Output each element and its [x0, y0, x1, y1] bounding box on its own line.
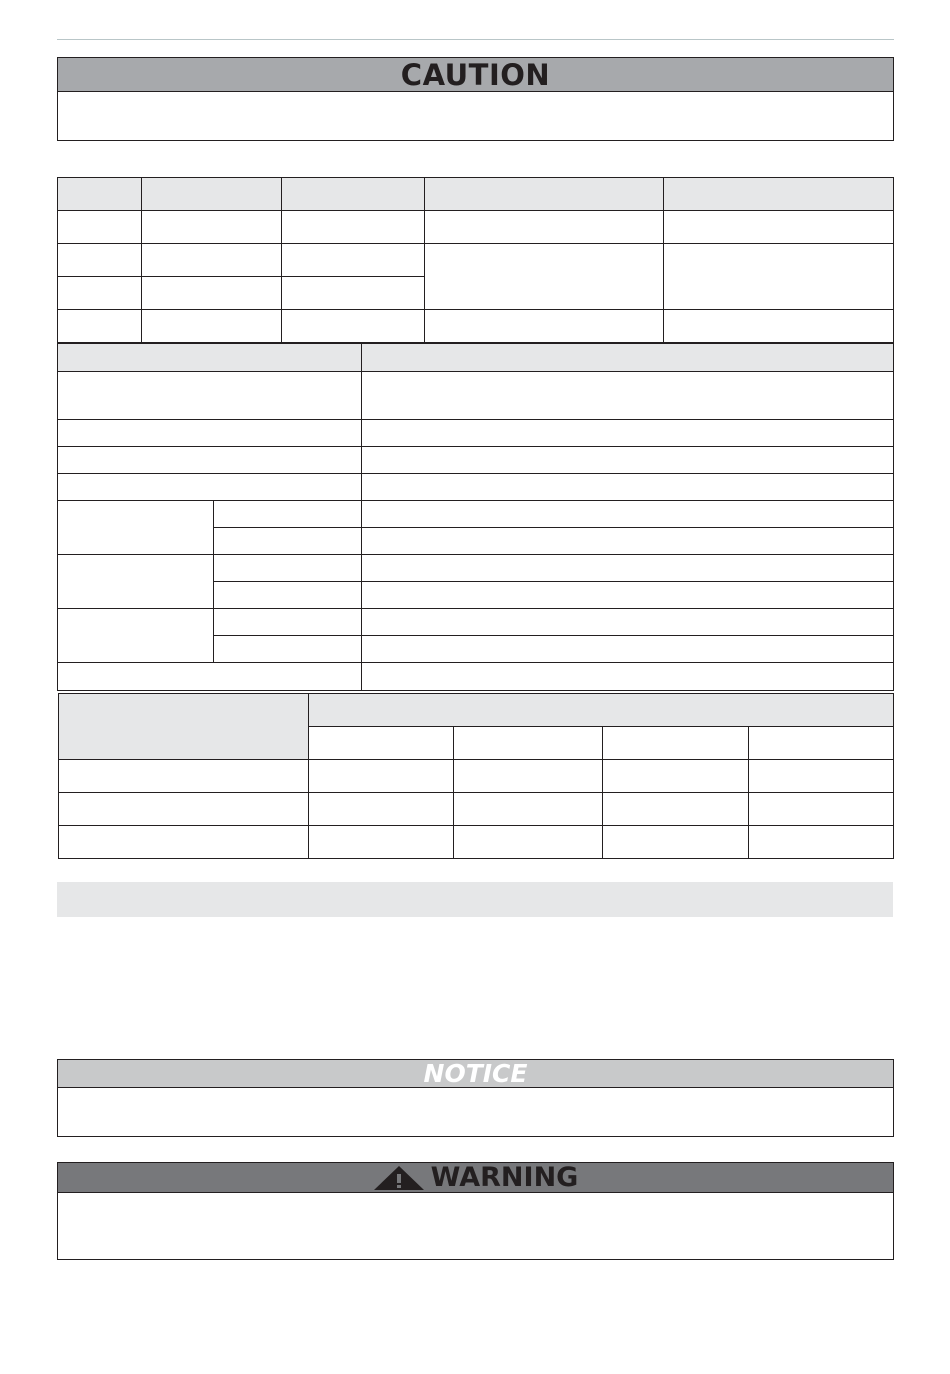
table-cell: [362, 582, 894, 609]
notice-header: [58, 1060, 893, 1088]
table-row: [59, 760, 894, 793]
table-cell: [362, 636, 894, 663]
table-row: [58, 663, 894, 691]
table-cell: [282, 244, 425, 277]
table-cell-merged: [58, 501, 214, 555]
table-row: [58, 420, 894, 447]
table-cell-merged: [664, 244, 894, 310]
table-cell: [214, 582, 362, 609]
table-header-row: [59, 694, 894, 727]
table-cell: [454, 793, 603, 826]
table-cell: [58, 447, 362, 474]
table-cell: [362, 663, 894, 691]
table-cell: [58, 310, 142, 343]
spec-table-2: [57, 343, 894, 691]
caution-body: [58, 92, 893, 140]
table-cell: [309, 760, 454, 793]
table-row: [58, 555, 894, 582]
table-cell: [454, 727, 603, 760]
table-row: [58, 447, 894, 474]
table-cell: [603, 793, 749, 826]
table-cell: [59, 760, 309, 793]
table-cell: [749, 727, 894, 760]
table-header-cell: [58, 178, 142, 211]
warning-body: [58, 1193, 893, 1259]
warning-title: WARNING: [430, 1162, 579, 1193]
table-cell: [58, 372, 362, 420]
table-cell: [425, 211, 664, 244]
table-row: [58, 501, 894, 528]
table-row: [59, 826, 894, 859]
table-cell: [282, 277, 425, 310]
table-header-cell: [664, 178, 894, 211]
caution-title: CAUTION: [400, 57, 551, 92]
table-row: [58, 211, 894, 244]
table-cell: [142, 310, 282, 343]
table-cell: [142, 277, 282, 310]
table-row: [59, 793, 894, 826]
table-header-cell: [282, 178, 425, 211]
table-row: [58, 609, 894, 636]
table-row: [58, 372, 894, 420]
table-cell: [603, 727, 749, 760]
table-cell: [749, 826, 894, 859]
table-cell: [309, 727, 454, 760]
table-cell: [362, 555, 894, 582]
table-cell: [58, 211, 142, 244]
table-cell: [362, 474, 894, 501]
table-header-cell: [58, 344, 362, 372]
table-cell: [214, 528, 362, 555]
table-cell: [59, 826, 309, 859]
table-cell: [214, 555, 362, 582]
table-cell: [282, 211, 425, 244]
spec-table-3: [58, 693, 894, 859]
page-top-rule: [57, 39, 894, 40]
table-header-cell: [59, 694, 309, 760]
table-cell: [603, 826, 749, 859]
table-cell: [362, 501, 894, 528]
table-cell-merged: [58, 609, 214, 663]
table-cell: [58, 663, 362, 691]
table-header-cell: [362, 344, 894, 372]
table-cell: [454, 826, 603, 859]
table-row: [58, 244, 894, 277]
table-cell: [664, 310, 894, 343]
caution-box: [57, 57, 894, 141]
table-header-row: [58, 344, 894, 372]
table-cell: [603, 760, 749, 793]
table-cell: [425, 310, 664, 343]
table-cell: [362, 528, 894, 555]
table-cell: [309, 826, 454, 859]
table-cell: [454, 760, 603, 793]
table-header-cell: [142, 178, 282, 211]
table-header-cell: [309, 694, 894, 727]
table-cell: [58, 420, 362, 447]
table-cell: [362, 420, 894, 447]
table-cell: [142, 244, 282, 277]
table-cell: [58, 244, 142, 277]
table-cell: [58, 474, 362, 501]
table-cell: [142, 211, 282, 244]
table-cell: [664, 211, 894, 244]
table-cell: [749, 760, 894, 793]
notice-title: NOTICE: [423, 1059, 528, 1088]
table-cell: [309, 793, 454, 826]
section-heading-bar: [57, 882, 893, 917]
caution-header: [58, 58, 893, 92]
table-cell: [214, 501, 362, 528]
table-cell: [362, 447, 894, 474]
warning-triangle-icon: [373, 1165, 425, 1191]
table-row: [58, 310, 894, 343]
table-cell: [214, 636, 362, 663]
table-cell: [362, 372, 894, 420]
notice-body: [58, 1088, 893, 1136]
table-cell: [58, 277, 142, 310]
table-row: [58, 474, 894, 501]
spec-table-1: [57, 177, 894, 343]
warning-box: [57, 1162, 894, 1260]
table-cell: [362, 609, 894, 636]
table-cell-merged: [425, 244, 664, 310]
table-cell: [282, 310, 425, 343]
table-header-cell: [425, 178, 664, 211]
table-cell: [59, 793, 309, 826]
table-cell: [214, 609, 362, 636]
table-header-row: [58, 178, 894, 211]
notice-box: [57, 1059, 894, 1137]
warning-header: [58, 1163, 893, 1193]
table-cell: [749, 793, 894, 826]
table-cell-merged: [58, 555, 214, 609]
